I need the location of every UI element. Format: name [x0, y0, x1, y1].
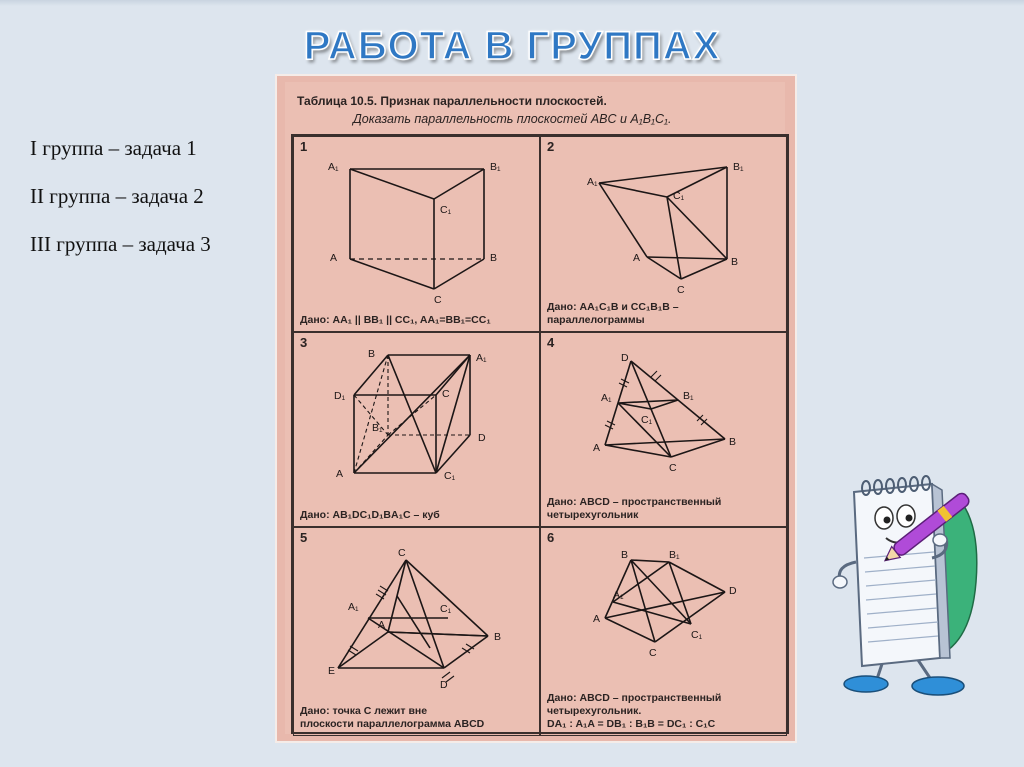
vertex-label: B₁	[669, 549, 680, 561]
vertex-label: A₁	[613, 589, 624, 601]
problem-cell-1	[293, 136, 540, 332]
problem-given: Дано: ABCD – пространственный четырехугольник	[547, 496, 722, 521]
vertex-label: D	[621, 352, 629, 364]
group-item-1: I группа – задача 1	[30, 136, 197, 160]
vertex-label: B₁	[683, 390, 694, 402]
vertex-label: C₁	[673, 190, 685, 202]
table-caption: Таблица 10.5. Признак параллельности плоскостей.	[297, 94, 607, 108]
vertex-label: A	[378, 619, 386, 631]
problem-number: 4	[547, 335, 555, 350]
problem-number: 3	[300, 335, 308, 350]
vertex-label: C₁	[691, 629, 703, 641]
textbook-table-image	[275, 74, 797, 743]
vertex-label: C	[398, 547, 406, 559]
notepad-with-pen-mascot-icon	[826, 462, 996, 712]
vertex-label: C₁	[440, 204, 452, 216]
problem-number: 1	[300, 139, 308, 154]
problem-cell-5	[293, 527, 540, 736]
vertex-label: B₁	[372, 422, 383, 434]
problem-number: 2	[547, 139, 555, 154]
problem-cell-2	[540, 136, 787, 332]
vertex-label: B	[494, 631, 502, 643]
vertex-label: A₁	[587, 176, 598, 188]
group-item-2: II группа – задача 2	[30, 184, 204, 208]
vertex-label: B	[731, 256, 739, 268]
slide-title: РАБОТА В ГРУППАХ	[303, 24, 721, 68]
problem-cell-3	[293, 332, 540, 527]
problem-given: Дано: ABCD – пространственный четырехугольник. DA₁ : A₁A = DB₁ : B₁B = DC₁ : C₁C	[547, 692, 722, 730]
vertex-label: C₁	[641, 414, 653, 426]
vertex-label: D₁	[334, 390, 346, 402]
problem-number: 5	[300, 530, 308, 545]
cube-figure	[294, 333, 541, 527]
vertex-label: B	[368, 348, 376, 360]
problem-given: Дано: AB₁DC₁D₁BA₁C – куб	[300, 509, 440, 521]
vertex-label: D	[729, 585, 737, 597]
table-subtitle: Доказать параллельность плоскостей ABC и A₁B₁C₁.	[353, 112, 672, 126]
vertex-label: A	[593, 613, 601, 625]
vertex-label: B₁	[733, 161, 744, 173]
vertex-label: D	[478, 432, 486, 444]
vertex-label: B₁	[490, 161, 501, 173]
vertex-label: C	[677, 284, 685, 296]
group-item-3: III группа – задача 3	[30, 232, 211, 256]
problem-cell-6	[540, 527, 787, 736]
vertex-label: A₁	[476, 352, 487, 364]
vertex-label: A	[336, 468, 344, 480]
vertex-label: C	[434, 294, 442, 306]
vertex-label: A	[330, 252, 338, 264]
problem-given: Дано: AA₁ || BB₁ || CC₁, AA₁=BB₁=CC₁	[300, 314, 491, 326]
problem-grid	[291, 134, 789, 734]
vertex-label: C₁	[440, 603, 452, 615]
vertex-label: C₁	[444, 470, 456, 482]
vertex-label: B	[490, 252, 498, 264]
table-paper	[285, 82, 785, 734]
problem-number: 6	[547, 530, 555, 545]
vertex-label: C	[442, 388, 450, 400]
problem-cell-4	[540, 332, 787, 527]
problem-given: Дано: точка C лежит вне плоскости параллелограмма ABCD	[300, 705, 485, 730]
vertex-label: C	[669, 462, 677, 474]
slide-top-edge	[0, 0, 1024, 6]
vertex-label: B	[729, 436, 737, 448]
vertex-label: D	[440, 679, 448, 691]
prism-figure	[294, 137, 541, 331]
vertex-label: B	[621, 549, 629, 561]
vertex-label: A₁	[601, 392, 612, 404]
vertex-label: A	[633, 252, 641, 264]
vertex-label: C	[649, 647, 657, 659]
vertex-label: A₁	[348, 601, 359, 613]
vertex-label: E	[328, 665, 336, 677]
vertex-label: A₁	[328, 161, 339, 173]
vertex-label: A	[593, 442, 601, 454]
problem-given: Дано: AA₁C₁B и CC₁B₁B – параллелограммы	[547, 301, 679, 326]
group-assignment-list	[30, 136, 211, 280]
